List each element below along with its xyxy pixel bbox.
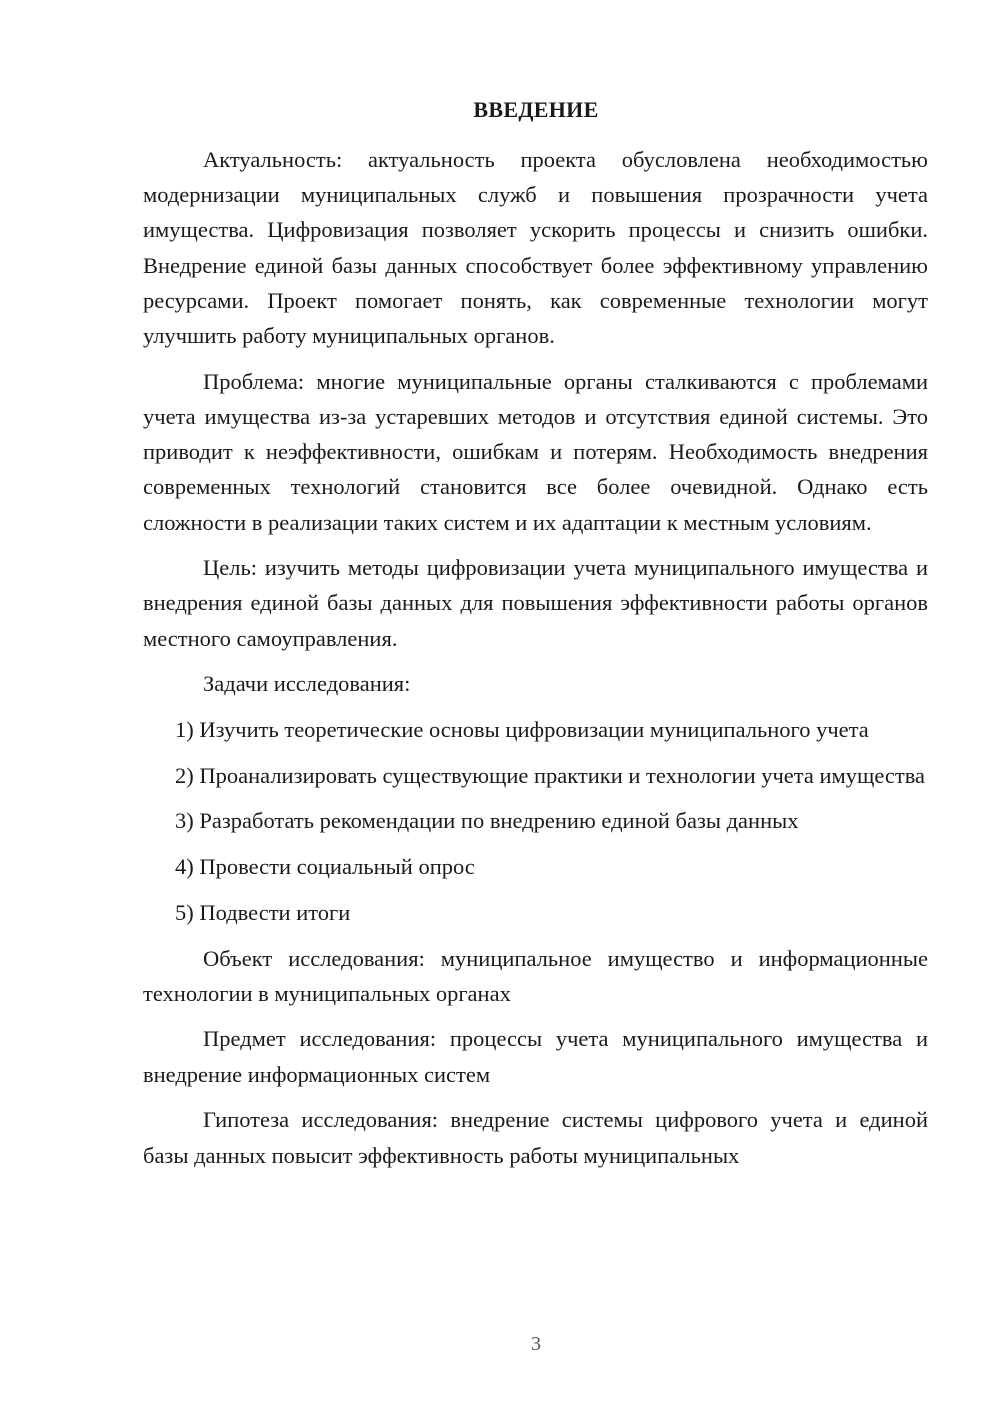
list-item-task-3: 3) Разработать рекомендации по внедрению единой базы данных (175, 808, 799, 834)
list-item-task-2: 2) Проанализировать существующие практики и технологии учета имущества (175, 762, 926, 788)
list-item-task-4: 4) Провести социальный опрос (175, 854, 475, 880)
paragraph-problem: Проблема: многие муниципальные органы сталкиваются с проблемами учета имущества из-за устаревших методов и отсутствия единой системы. Это приводит к неэффективности, ошибкам и потерям. Необходимость внедрения современных технологий становится все более очевидной. Однако есть сложности в реализации таких систем и их адаптации к местным условиям. (143, 368, 928, 535)
page-number: 3 (531, 1333, 541, 1355)
paragraph-subject: Предмет исследования: процессы учета муниципального имущества и внедрение информационных систем (143, 1026, 928, 1087)
list-item-task-1: 1) Изучить теоретические основы цифровизации муниципального учета (175, 717, 869, 743)
paragraph-tasks-heading: Задачи исследования: (203, 671, 411, 697)
paragraph-hypothesis: Гипотеза исследования: внедрение системы цифрового учета и единой базы данных повысит эффективность работы муниципальных (143, 1107, 928, 1168)
page-title: ВВЕДЕНИЕ (473, 97, 599, 122)
paragraph-object: Объект исследования: муниципальное имущество и информационные технологии в муниципальных органах (143, 945, 928, 1006)
document-body (143, 142, 928, 1183)
paragraph-goal: Цель: изучить методы цифровизации учета муниципального имущества и внедрения единой базы данных для повышения эффективности работы органов местного самоуправления. (143, 555, 928, 651)
paragraph-relevance: Актуальность: актуальность проекта обусловлена необходимостью модернизации муниципальных служб и повышения прозрачности учета имущества. Цифровизация позволяет ускорить процессы и снизить ошибки. Внедрение единой базы данных способствует более эффективному управлению ресурсами. Проект помогает понять, как современные технологии могут улучшить работу муниципальных органов. (143, 147, 928, 349)
list-item-task-5: 5) Подвести итоги (175, 899, 351, 925)
